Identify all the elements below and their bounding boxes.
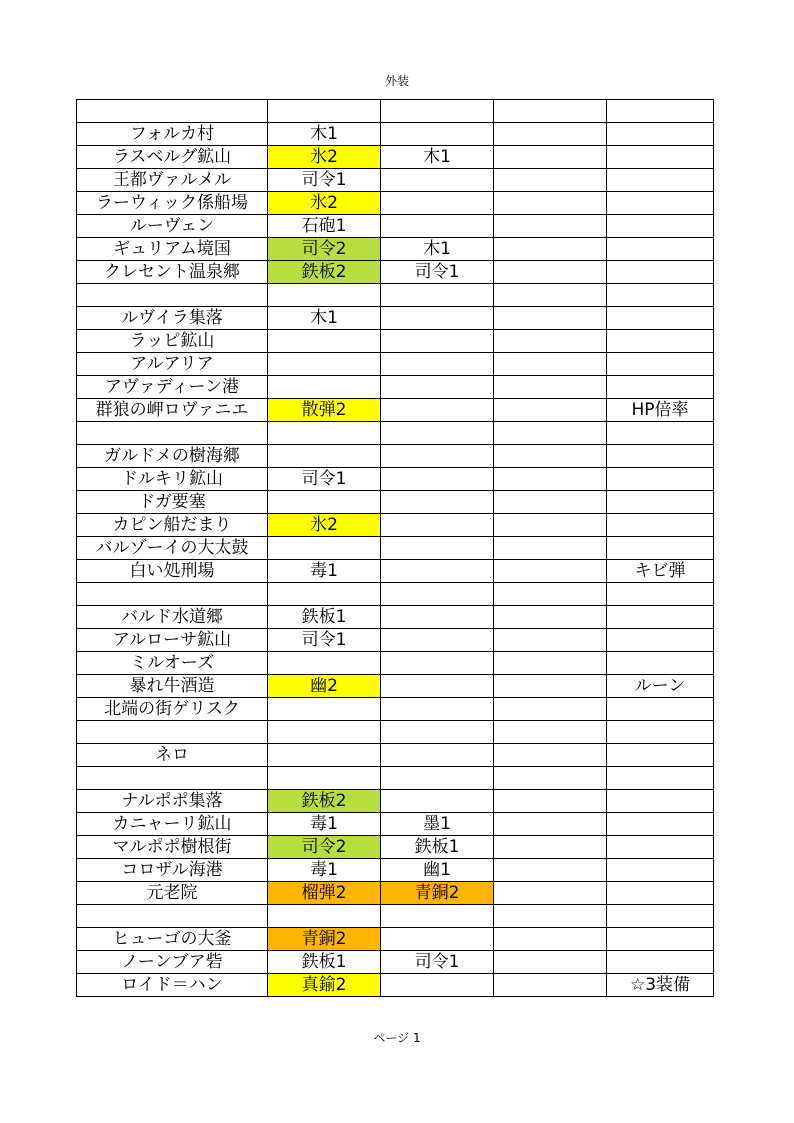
location-cell: 元老院 bbox=[77, 882, 268, 905]
item-cell bbox=[607, 813, 714, 836]
location-cell bbox=[77, 100, 268, 123]
item-cell: 司令1 bbox=[268, 169, 381, 192]
table-row bbox=[77, 468, 714, 491]
item-cell bbox=[494, 307, 607, 330]
item-cell bbox=[494, 974, 607, 997]
item-cell bbox=[381, 169, 494, 192]
item-cell bbox=[268, 537, 381, 560]
item-cell bbox=[381, 629, 494, 652]
table-row bbox=[77, 215, 714, 238]
page-number: ページ 1 bbox=[373, 1031, 421, 1045]
location-cell: ルーヴェン bbox=[77, 215, 268, 238]
location-cell: アルアリア bbox=[77, 353, 268, 376]
location-cell bbox=[77, 284, 268, 307]
item-cell: ☆3装備 bbox=[607, 974, 714, 997]
item-cell bbox=[607, 307, 714, 330]
item-cell bbox=[607, 859, 714, 882]
location-cell: カピン船だまり bbox=[77, 514, 268, 537]
table-row bbox=[77, 744, 714, 767]
table-row bbox=[77, 376, 714, 399]
location-cell: アヴァディーン港 bbox=[77, 376, 268, 399]
location-cell: ラッピ鉱山 bbox=[77, 330, 268, 353]
item-cell: 鉄板1 bbox=[268, 951, 381, 974]
table-row bbox=[77, 698, 714, 721]
table-row bbox=[77, 951, 714, 974]
item-cell bbox=[381, 698, 494, 721]
item-cell: 木1 bbox=[381, 146, 494, 169]
table-row bbox=[77, 629, 714, 652]
location-cell: ギュリアム境国 bbox=[77, 238, 268, 261]
table-row bbox=[77, 583, 714, 606]
item-cell bbox=[268, 284, 381, 307]
item-cell: ルーン bbox=[607, 675, 714, 698]
table-row bbox=[77, 491, 714, 514]
item-cell bbox=[381, 514, 494, 537]
item-cell bbox=[494, 560, 607, 583]
location-cell: ミルオーズ bbox=[77, 652, 268, 675]
item-cell bbox=[607, 537, 714, 560]
item-cell bbox=[607, 629, 714, 652]
item-cell bbox=[381, 928, 494, 951]
item-cell: 青銅2 bbox=[268, 928, 381, 951]
location-cell: ヒューゴの大釜 bbox=[77, 928, 268, 951]
item-cell: 木1 bbox=[268, 123, 381, 146]
item-cell: 鉄板2 bbox=[268, 790, 381, 813]
item-cell bbox=[494, 767, 607, 790]
location-cell: ナルポポ集落 bbox=[77, 790, 268, 813]
item-cell bbox=[494, 330, 607, 353]
item-cell bbox=[607, 790, 714, 813]
item-cell bbox=[494, 537, 607, 560]
item-cell bbox=[607, 261, 714, 284]
item-cell bbox=[607, 928, 714, 951]
item-cell bbox=[494, 813, 607, 836]
location-cell: 王都ヴァルメル bbox=[77, 169, 268, 192]
item-cell bbox=[607, 468, 714, 491]
item-cell bbox=[607, 951, 714, 974]
item-cell bbox=[268, 767, 381, 790]
item-cell bbox=[607, 698, 714, 721]
item-cell: 毒1 bbox=[268, 560, 381, 583]
item-cell: 鉄板1 bbox=[381, 836, 494, 859]
item-cell: 毒1 bbox=[268, 859, 381, 882]
table-row bbox=[77, 330, 714, 353]
table-row bbox=[77, 905, 714, 928]
item-cell bbox=[494, 192, 607, 215]
item-cell bbox=[381, 974, 494, 997]
item-cell bbox=[268, 905, 381, 928]
item-cell bbox=[381, 744, 494, 767]
item-cell: 青銅2 bbox=[381, 882, 494, 905]
table-row bbox=[77, 146, 714, 169]
location-cell bbox=[77, 422, 268, 445]
item-cell bbox=[494, 606, 607, 629]
page-header: 外装 bbox=[384, 74, 409, 88]
table-row bbox=[77, 721, 714, 744]
location-cell: バルド水道郷 bbox=[77, 606, 268, 629]
item-cell bbox=[381, 376, 494, 399]
item-cell bbox=[381, 307, 494, 330]
item-cell bbox=[268, 445, 381, 468]
item-cell bbox=[494, 422, 607, 445]
item-cell bbox=[381, 652, 494, 675]
spreadsheet-table bbox=[76, 99, 714, 997]
item-cell bbox=[494, 836, 607, 859]
item-cell bbox=[268, 744, 381, 767]
item-cell bbox=[494, 169, 607, 192]
item-cell: 司令1 bbox=[381, 261, 494, 284]
table-row bbox=[77, 445, 714, 468]
item-cell: 幽2 bbox=[268, 675, 381, 698]
item-cell: 榴弾2 bbox=[268, 882, 381, 905]
item-cell bbox=[494, 928, 607, 951]
item-cell: 鉄板2 bbox=[268, 261, 381, 284]
location-cell bbox=[77, 767, 268, 790]
item-cell bbox=[381, 284, 494, 307]
item-cell bbox=[607, 238, 714, 261]
item-cell bbox=[607, 721, 714, 744]
location-cell: ドガ要塞 bbox=[77, 491, 268, 514]
item-cell bbox=[494, 284, 607, 307]
item-cell: 真鍮2 bbox=[268, 974, 381, 997]
location-cell: 群狼の岬ロヴァニエ bbox=[77, 399, 268, 422]
item-cell: 氷2 bbox=[268, 192, 381, 215]
item-cell bbox=[607, 123, 714, 146]
location-cell: ラスベルグ鉱山 bbox=[77, 146, 268, 169]
item-cell bbox=[607, 146, 714, 169]
item-cell bbox=[494, 882, 607, 905]
item-cell bbox=[494, 652, 607, 675]
item-cell bbox=[607, 422, 714, 445]
item-cell: 司令1 bbox=[381, 951, 494, 974]
table-row bbox=[77, 307, 714, 330]
location-cell: ルヴイラ集落 bbox=[77, 307, 268, 330]
table-row bbox=[77, 859, 714, 882]
item-cell bbox=[381, 123, 494, 146]
location-cell: ドルキリ鉱山 bbox=[77, 468, 268, 491]
item-cell bbox=[494, 698, 607, 721]
item-cell: 司令1 bbox=[268, 629, 381, 652]
item-cell bbox=[494, 261, 607, 284]
item-cell bbox=[494, 675, 607, 698]
table-row bbox=[77, 123, 714, 146]
item-cell bbox=[607, 882, 714, 905]
location-cell bbox=[77, 905, 268, 928]
item-cell bbox=[268, 698, 381, 721]
item-cell bbox=[494, 399, 607, 422]
item-cell bbox=[268, 491, 381, 514]
item-cell: 司令2 bbox=[268, 836, 381, 859]
item-cell bbox=[381, 721, 494, 744]
table-row bbox=[77, 169, 714, 192]
item-cell bbox=[494, 445, 607, 468]
table-row bbox=[77, 606, 714, 629]
item-cell bbox=[494, 514, 607, 537]
table-row bbox=[77, 537, 714, 560]
item-cell bbox=[381, 491, 494, 514]
item-cell bbox=[607, 744, 714, 767]
item-cell bbox=[607, 215, 714, 238]
item-cell bbox=[607, 491, 714, 514]
item-cell: キビ弾 bbox=[607, 560, 714, 583]
item-cell bbox=[381, 583, 494, 606]
location-cell: 白い処刑場 bbox=[77, 560, 268, 583]
item-cell: 司令2 bbox=[268, 238, 381, 261]
table-row bbox=[77, 675, 714, 698]
item-cell bbox=[381, 790, 494, 813]
item-cell: 木1 bbox=[268, 307, 381, 330]
table-row bbox=[77, 652, 714, 675]
item-cell: HP倍率 bbox=[607, 399, 714, 422]
item-cell bbox=[381, 100, 494, 123]
location-cell: ノーンブア砦 bbox=[77, 951, 268, 974]
table-row bbox=[77, 514, 714, 537]
location-cell: コロザル海港 bbox=[77, 859, 268, 882]
item-cell: 毒1 bbox=[268, 813, 381, 836]
item-cell bbox=[268, 652, 381, 675]
table-row bbox=[77, 974, 714, 997]
item-cell bbox=[268, 100, 381, 123]
item-cell bbox=[381, 445, 494, 468]
item-cell bbox=[607, 905, 714, 928]
location-cell: ネロ bbox=[77, 744, 268, 767]
location-cell: ラーウィック係船場 bbox=[77, 192, 268, 215]
item-cell bbox=[381, 537, 494, 560]
location-cell bbox=[77, 583, 268, 606]
table-row bbox=[77, 767, 714, 790]
table-row bbox=[77, 238, 714, 261]
item-cell bbox=[381, 560, 494, 583]
item-cell: 司令1 bbox=[268, 468, 381, 491]
item-cell bbox=[381, 399, 494, 422]
location-cell: 北端の街ゲリスク bbox=[77, 698, 268, 721]
table-row bbox=[77, 261, 714, 284]
item-cell bbox=[494, 238, 607, 261]
item-cell bbox=[494, 629, 607, 652]
item-cell bbox=[494, 376, 607, 399]
item-cell bbox=[607, 284, 714, 307]
item-cell: 墨1 bbox=[381, 813, 494, 836]
table-row bbox=[77, 399, 714, 422]
item-cell bbox=[607, 376, 714, 399]
item-cell bbox=[607, 514, 714, 537]
table-row bbox=[77, 284, 714, 307]
item-cell bbox=[494, 468, 607, 491]
table-row bbox=[77, 882, 714, 905]
table-row bbox=[77, 560, 714, 583]
item-cell bbox=[381, 905, 494, 928]
item-cell bbox=[381, 422, 494, 445]
item-cell bbox=[494, 353, 607, 376]
table-row bbox=[77, 100, 714, 123]
item-cell bbox=[381, 215, 494, 238]
table-row bbox=[77, 790, 714, 813]
item-cell bbox=[381, 192, 494, 215]
table-row bbox=[77, 422, 714, 445]
item-cell: 鉄板1 bbox=[268, 606, 381, 629]
item-cell bbox=[494, 859, 607, 882]
table-row bbox=[77, 813, 714, 836]
item-cell: 散弾2 bbox=[268, 399, 381, 422]
item-cell bbox=[494, 146, 607, 169]
item-cell bbox=[494, 951, 607, 974]
item-cell bbox=[607, 353, 714, 376]
item-cell: 石砲1 bbox=[268, 215, 381, 238]
item-cell bbox=[607, 583, 714, 606]
item-cell: 氷2 bbox=[268, 146, 381, 169]
item-cell bbox=[494, 491, 607, 514]
item-cell bbox=[607, 445, 714, 468]
item-cell bbox=[268, 353, 381, 376]
item-cell bbox=[607, 192, 714, 215]
item-cell bbox=[381, 675, 494, 698]
item-cell: 木1 bbox=[381, 238, 494, 261]
location-cell bbox=[77, 721, 268, 744]
item-cell bbox=[494, 215, 607, 238]
item-cell bbox=[607, 767, 714, 790]
item-cell bbox=[494, 905, 607, 928]
item-cell bbox=[494, 583, 607, 606]
item-cell bbox=[268, 583, 381, 606]
item-cell bbox=[494, 744, 607, 767]
location-cell: アルローサ鉱山 bbox=[77, 629, 268, 652]
table-row bbox=[77, 928, 714, 951]
item-cell bbox=[381, 468, 494, 491]
location-cell: マルポポ樹根街 bbox=[77, 836, 268, 859]
item-cell bbox=[268, 721, 381, 744]
item-cell bbox=[381, 353, 494, 376]
item-cell bbox=[381, 767, 494, 790]
item-cell bbox=[381, 606, 494, 629]
table-row bbox=[77, 192, 714, 215]
item-cell bbox=[494, 123, 607, 146]
item-cell bbox=[607, 652, 714, 675]
item-cell bbox=[607, 100, 714, 123]
location-cell: 暴れ牛酒造 bbox=[77, 675, 268, 698]
item-cell: 氷2 bbox=[268, 514, 381, 537]
table-row bbox=[77, 353, 714, 376]
location-cell: クレセント温泉郷 bbox=[77, 261, 268, 284]
location-cell: カニャーリ鉱山 bbox=[77, 813, 268, 836]
item-cell bbox=[607, 606, 714, 629]
item-cell bbox=[494, 721, 607, 744]
item-cell: 幽1 bbox=[381, 859, 494, 882]
table-row bbox=[77, 836, 714, 859]
item-cell bbox=[494, 790, 607, 813]
item-cell bbox=[607, 169, 714, 192]
item-cell bbox=[268, 422, 381, 445]
location-cell: ガルドメの樹海郷 bbox=[77, 445, 268, 468]
location-cell: フォルカ村 bbox=[77, 123, 268, 146]
item-cell bbox=[268, 330, 381, 353]
location-cell: ロイド＝ハン bbox=[77, 974, 268, 997]
item-cell bbox=[607, 330, 714, 353]
item-cell bbox=[268, 376, 381, 399]
item-cell bbox=[494, 100, 607, 123]
location-cell: バルゾーイの大太鼓 bbox=[77, 537, 268, 560]
item-cell bbox=[381, 330, 494, 353]
item-cell bbox=[607, 836, 714, 859]
